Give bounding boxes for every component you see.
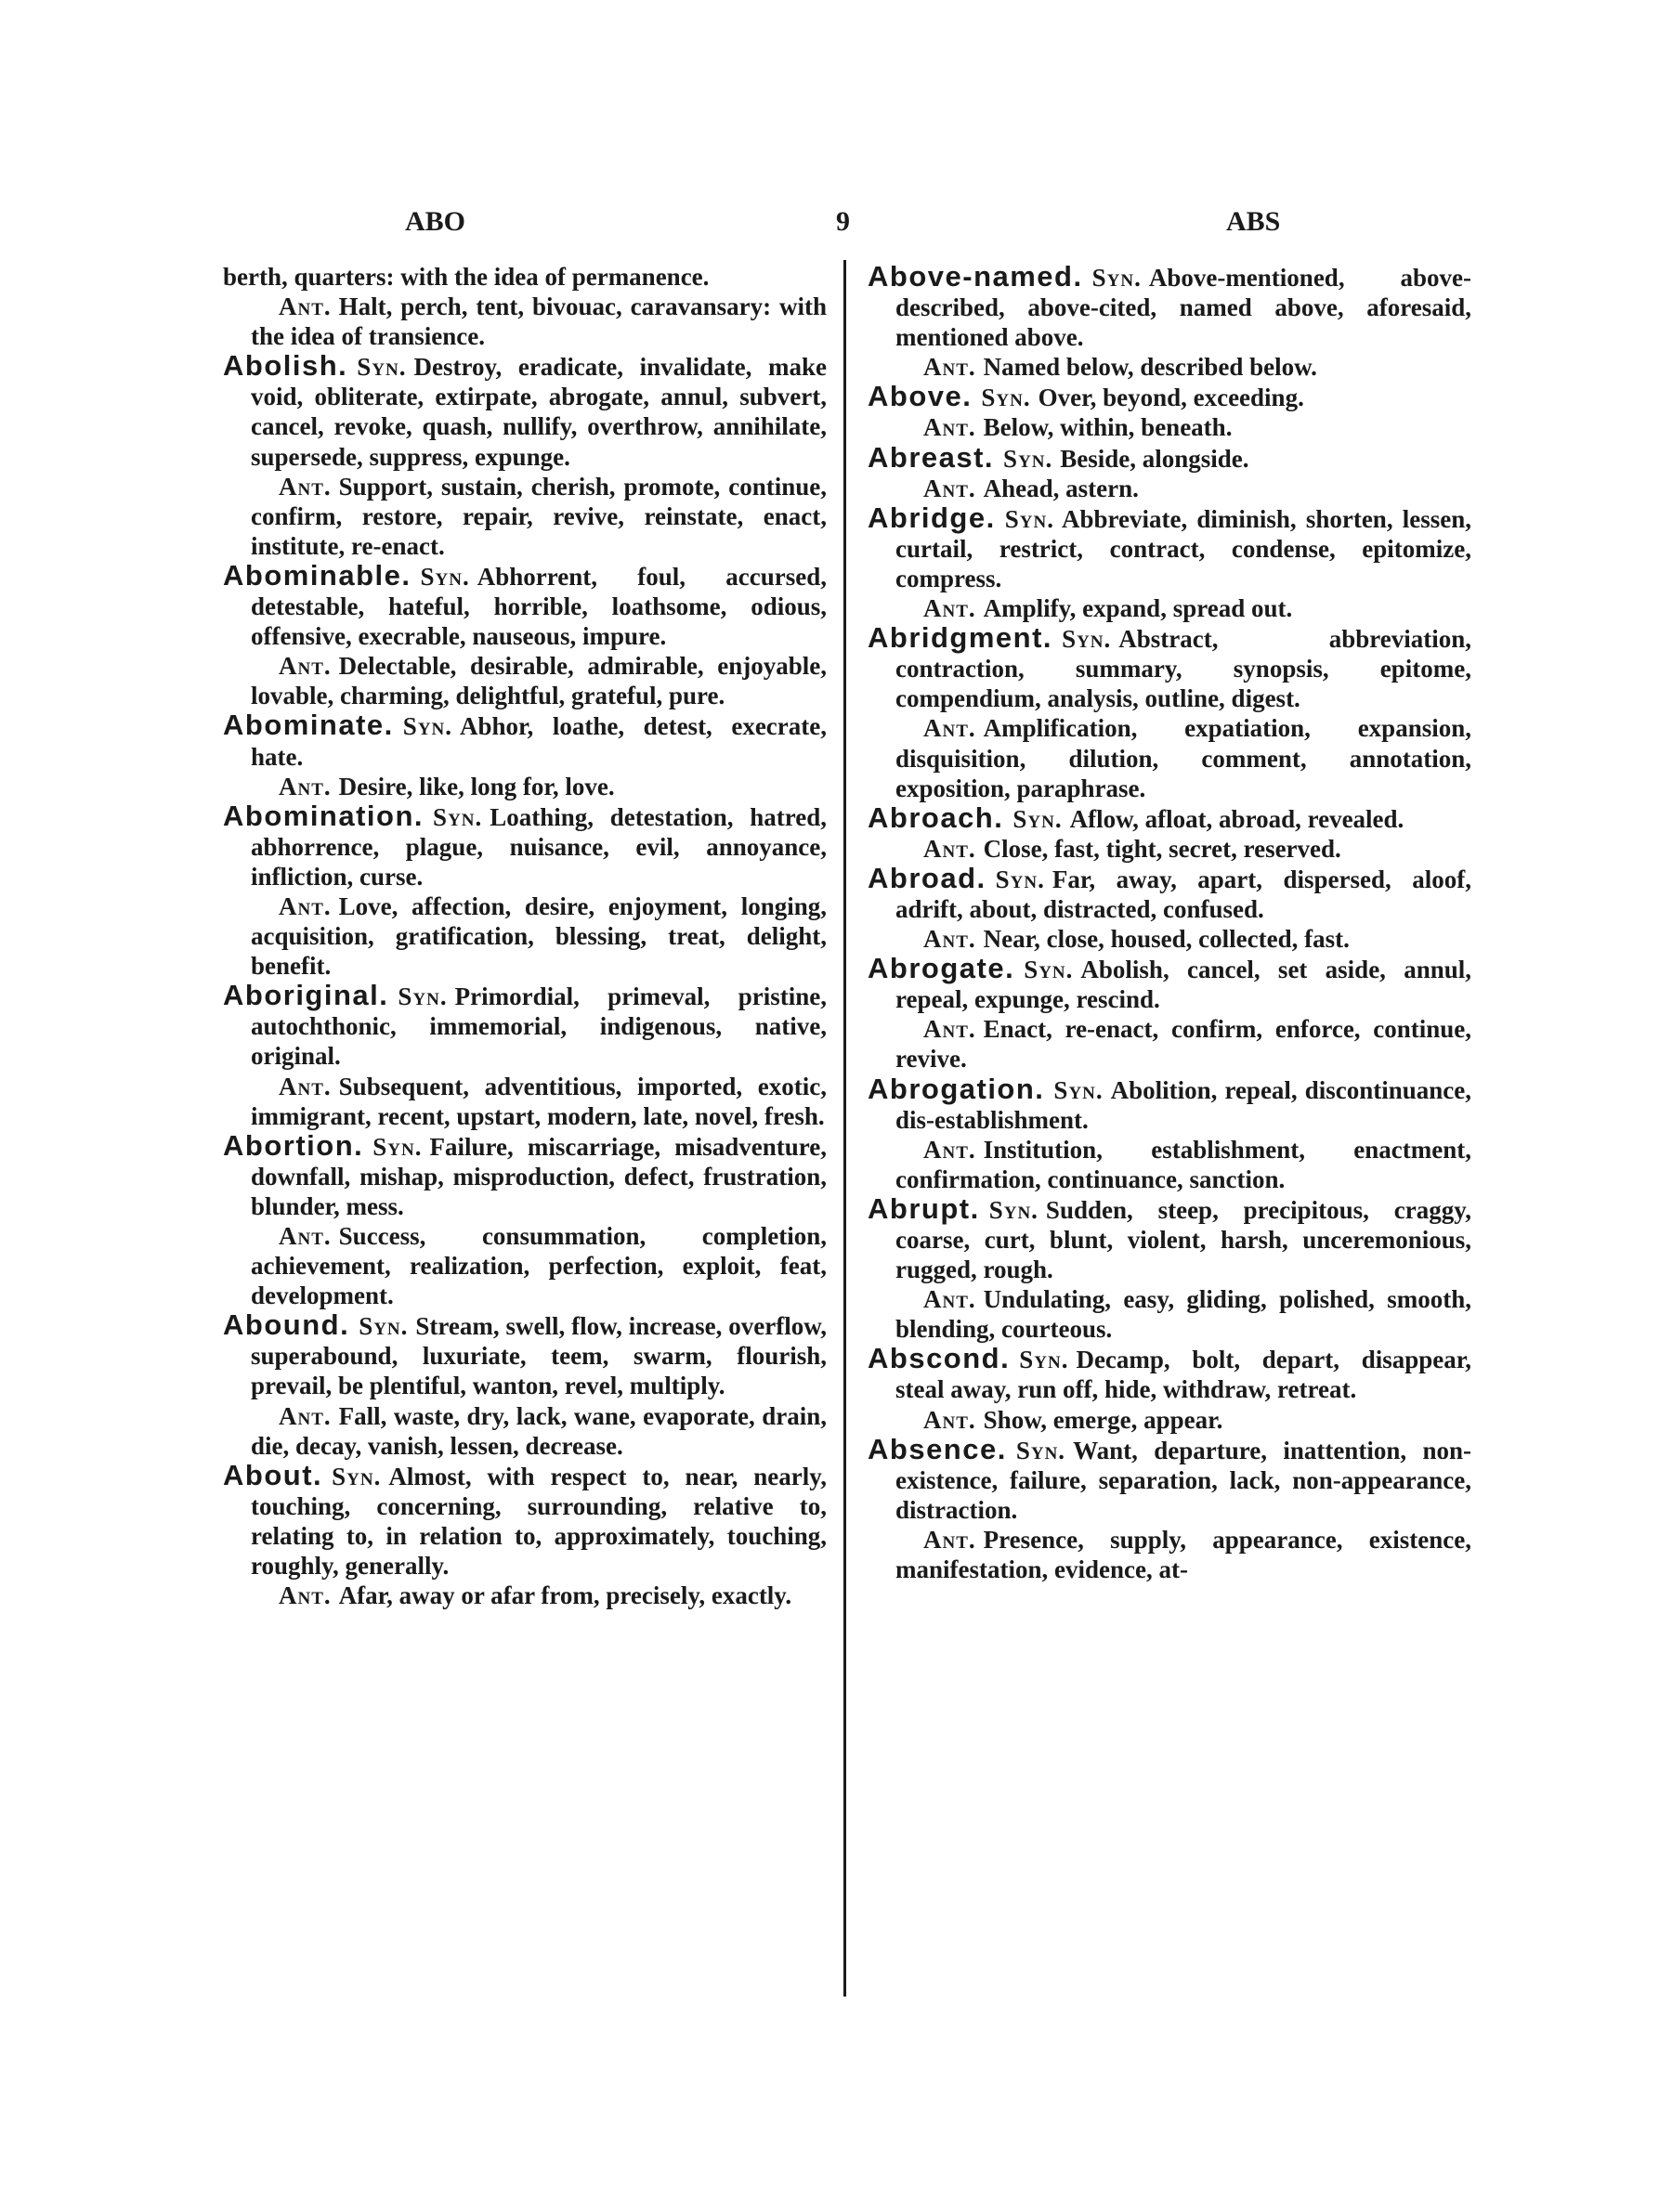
antonym-text: Love, affection, desire, enjoyment, longing, acquisition, gratification, blessing, treat, delight, benefit. [251,891,827,981]
antonym-text: Near, close, housed, collected, fast. [983,925,1350,954]
dictionary-entry [223,981,827,1071]
antonym-text: Amplify, expand, spread out. [983,594,1293,623]
antonym-block [223,1581,827,1610]
antonym-label: Ant. [923,1525,976,1554]
antonym-block [868,1135,1471,1194]
entry-headword: Absence. [868,1432,1007,1465]
synonym-text: Abolish, cancel, set aside, annul, repeal, expunge, rescind. [895,956,1471,1014]
dictionary-entry [868,861,1471,924]
antonym-text: Afar, away or afar from, precisely, exactly. [338,1581,792,1610]
right-column [868,262,1471,1584]
synonym-text: Want, departure, inattention, non-existence, failure, separation, lack, non-appearance, distraction. [895,1436,1471,1524]
synonym-label: Syn. [988,1195,1039,1224]
antonym-label: Ant. [923,834,976,863]
left-column [223,262,827,1610]
antonym-label: Ant. [923,353,976,382]
synonym-text: Beside, alongside. [1060,444,1249,473]
antonym-label: Ant. [279,652,332,681]
antonym-block [223,472,827,561]
antonym-text: Ahead, astern. [983,474,1139,502]
antonym-block [223,1401,827,1461]
dictionary-entry [868,1344,1471,1404]
entry-headword: Abroad. [868,861,986,894]
antonym-label: Ant. [279,891,332,920]
antonym-text: Enact, re-enact, confirm, enforce, continue, revive. [895,1015,1471,1073]
antonym-label: Ant. [923,1015,976,1044]
antonym-block [868,834,1471,864]
entry-headword: Abridge. [868,501,996,534]
dictionary-entry [223,1128,827,1221]
synonym-text: Sudden, steep, precipitous, craggy, coarse, curt, blunt, violent, harsh, unceremonious, rugged, rough. [895,1195,1471,1284]
entry-headword: Aboriginal. [223,979,389,1012]
synonym-text: Abolition, repeal, discontinuance, dis-establishment. [895,1075,1471,1134]
antonym-label: Ant. [279,1401,332,1430]
dictionary-entry [868,382,1471,412]
antonym-label: Ant. [279,293,332,321]
dictionary-entry [868,800,1471,834]
synonym-text: Over, beyond, exceeding. [1038,384,1304,412]
entry-headword: Abscond. [868,1342,1011,1375]
antonym-block [868,713,1471,802]
antonym-block [868,474,1471,503]
antonym-block [223,1221,827,1310]
synonym-text: Abhor, loathe, detest, execrate, hate. [251,712,827,771]
antonym-text: Below, within, beneath. [983,413,1233,442]
dictionary-entry [868,623,1471,713]
synonym-label: Syn. [359,1312,409,1341]
synonym-label: Syn. [433,802,483,831]
entry-headword: Above-named. [868,260,1083,293]
antonym-text: Show, emerge, appear. [983,1405,1223,1434]
antonym-text: Presence, supply, appearance, existence, manifestation, evidence, at- [895,1525,1471,1584]
synonym-label: Syn. [1053,1075,1104,1104]
entry-headword: Abominate. [223,709,394,742]
antonym-label: Ant. [923,925,976,954]
synonym-text: Stream, swell, flow, increase, overflow, superabound, luxuriate, teem, swarm, flourish, prevail, be plentiful, wanton, revel, multiply. [251,1312,827,1400]
synonym-text: Aflow, afloat, abroad, revealed. [1069,804,1404,833]
antonym-text: Delectable, desirable, admirable, enjoyable, lovable, charming, delightful, grateful, pure. [251,652,827,710]
antonym-label: Ant. [923,714,976,743]
synonym-text: Decamp, bolt, depart, disappear, steal away, run off, hide, withdraw, retreat. [895,1346,1471,1404]
antonym-text: Desire, like, long for, love. [338,772,615,800]
antonym-text: Close, fast, tight, secret, reserved. [983,834,1341,863]
antonym-text: Named below, described below. [983,353,1317,382]
entry-headword: Abroach. [868,800,1004,834]
entry-headword: Above. [868,380,973,413]
synonym-text: Failure, miscarriage, misadventure, downfall, mishap, misproduction, defect, frustration, blunder, mess. [251,1132,827,1220]
synonym-label: Syn. [981,384,1031,412]
antonym-text: Subsequent, adventitious, imported, exotic, immigrant, recent, upstart, modern, late, novel, fresh. [251,1072,827,1130]
antonym-block [868,1014,1471,1073]
entry-headword: Abrupt. [868,1191,980,1225]
continued-text [223,262,827,292]
dictionary-entry [223,1310,827,1400]
antonym-block [223,292,827,351]
synonym-label: Syn. [995,865,1045,893]
column-divider [843,260,846,1997]
header-right-guideword: ABS [1226,206,1281,237]
antonym-text: Success, consummation, completion, achievement, realization, perfection, exploit, feat, development. [251,1222,827,1310]
antonym-block [223,772,827,801]
antonym-text: Fall, waste, dry, lack, wane, evaporate, drain, die, decay, vanish, lessen, decrease. [251,1401,827,1460]
synonym-text: Primordial, primeval, pristine, autochthonic, immemorial, indigenous, native, original. [251,982,827,1071]
synonym-label: Syn. [372,1132,423,1161]
antonym-block [868,412,1471,442]
dictionary-entry [868,954,1471,1014]
antonym-block [223,651,827,710]
synonym-label: Syn. [402,712,453,741]
dictionary-entry [868,1432,1471,1525]
synonym-label: Syn. [420,562,470,591]
antonym-text: Support, sustain, cherish, promote, continue, confirm, restore, repair, revive, reinstate, enact, institute, re-enact. [251,472,827,560]
synonym-text: Abbreviate, diminish, shorten, lessen, curtail, restrict, contract, condense, epitomize, compress. [895,504,1471,592]
dictionary-entry [223,351,827,471]
running-header [223,206,1319,243]
antonym-block [868,1284,1471,1344]
continued-text-body: berth, quarters: with the idea of permanence. [223,263,710,291]
synonym-text: Destroy, eradicate, invalidate, make void, obliterate, extirpate, abrogate, annul, subvert, cancel, revoke, quash, nullify, overthrow, annihilate, supersede, suppress, expunge. [251,353,827,471]
entry-headword: Abominable. [223,558,411,592]
antonym-label: Ant. [923,1135,976,1164]
synonym-text: Abstract, abbreviation, contraction, summary, synopsis, epitome, compendium, analysis, outline, digest. [895,625,1471,713]
antonym-block [868,1525,1471,1584]
antonym-label: Ant. [923,474,976,502]
entry-headword: Abortion. [223,1128,364,1162]
antonym-block [868,593,1471,623]
antonym-label: Ant. [923,413,976,442]
dictionary-entry [223,558,827,651]
synonym-label: Syn. [1012,804,1063,833]
antonym-block [223,1072,827,1131]
antonym-text: Undulating, easy, gliding, polished, smooth, blending, courteous. [895,1285,1471,1344]
synonym-label: Syn. [398,982,448,1011]
antonym-label: Ant. [923,1405,976,1434]
entry-headword: Abreast. [868,440,995,474]
antonym-block [868,352,1471,382]
synonym-text: Far, away, apart, dispersed, aloof, adrift, about, distracted, confused. [895,865,1471,923]
antonym-label: Ant. [279,1072,332,1100]
synonym-text: Above-mentioned, above-described, above-cited, named above, aforesaid, mentioned above. [895,264,1471,352]
synonym-label: Syn. [1003,444,1053,473]
synonym-text: Loathing, detestation, hatred, abhorrence, plague, nuisance, evil, annoyance, infliction, curse. [251,802,827,891]
synonym-label: Syn. [332,1462,382,1490]
entry-headword: Abrogate. [868,952,1015,985]
antonym-label: Ant. [923,1285,976,1314]
dictionary-entry [868,503,1471,593]
synonym-label: Syn. [357,353,407,382]
antonym-label: Ant. [923,594,976,623]
synonym-label: Syn. [1062,625,1112,654]
dictionary-entry [868,262,1471,352]
dictionary-entry [223,710,827,771]
dictionary-entry [868,1191,1471,1284]
header-left-guideword: ABO [405,206,466,237]
synonym-label: Syn. [1024,956,1074,984]
antonym-text: Institution, establishment, enactment, confirmation, continuance, sanction. [895,1135,1471,1193]
antonym-label: Ant. [279,472,332,501]
antonym-block [223,891,827,981]
synonym-label: Syn. [1004,504,1054,533]
synonym-label: Syn. [1019,1346,1069,1374]
dictionary-entry [223,801,827,891]
antonym-text: Amplification, expatiation, expansion, disquisition, dilution, comment, annotation, exposition, paraphrase. [895,714,1471,802]
antonym-label: Ant. [279,1581,332,1610]
synonym-label: Syn. [1091,264,1142,292]
dictionary-entry [868,1074,1471,1135]
entry-headword: About. [223,1458,323,1491]
dictionary-entry [223,1458,827,1581]
entry-headword: Abolish. [223,349,348,383]
synonym-label: Syn. [1015,1436,1066,1464]
synonym-text: Abhorrent, foul, accursed, detestable, hateful, horrible, loathsome, odious, offensive, execrable, nauseous, impure. [251,562,827,651]
antonym-label: Ant. [279,772,332,800]
entry-headword: Abomination. [223,799,425,832]
entry-headword: Abrogation. [868,1072,1045,1105]
antonym-block [868,1405,1471,1435]
synonym-text: Almost, with respect to, near, nearly, touching, concerning, surrounding, relative to, relating to, in relation to, approximately, touching, roughly, generally. [251,1462,827,1581]
entry-headword: Abound. [223,1308,350,1342]
page-number: 9 [836,206,850,237]
entry-headword: Abridgment. [868,621,1053,655]
antonym-label: Ant. [279,1222,332,1250]
antonym-block [868,924,1471,954]
dictionary-entry [868,440,1471,474]
antonym-text: Halt, perch, tent, bivouac, caravansary: with the idea of transience. [251,293,827,351]
